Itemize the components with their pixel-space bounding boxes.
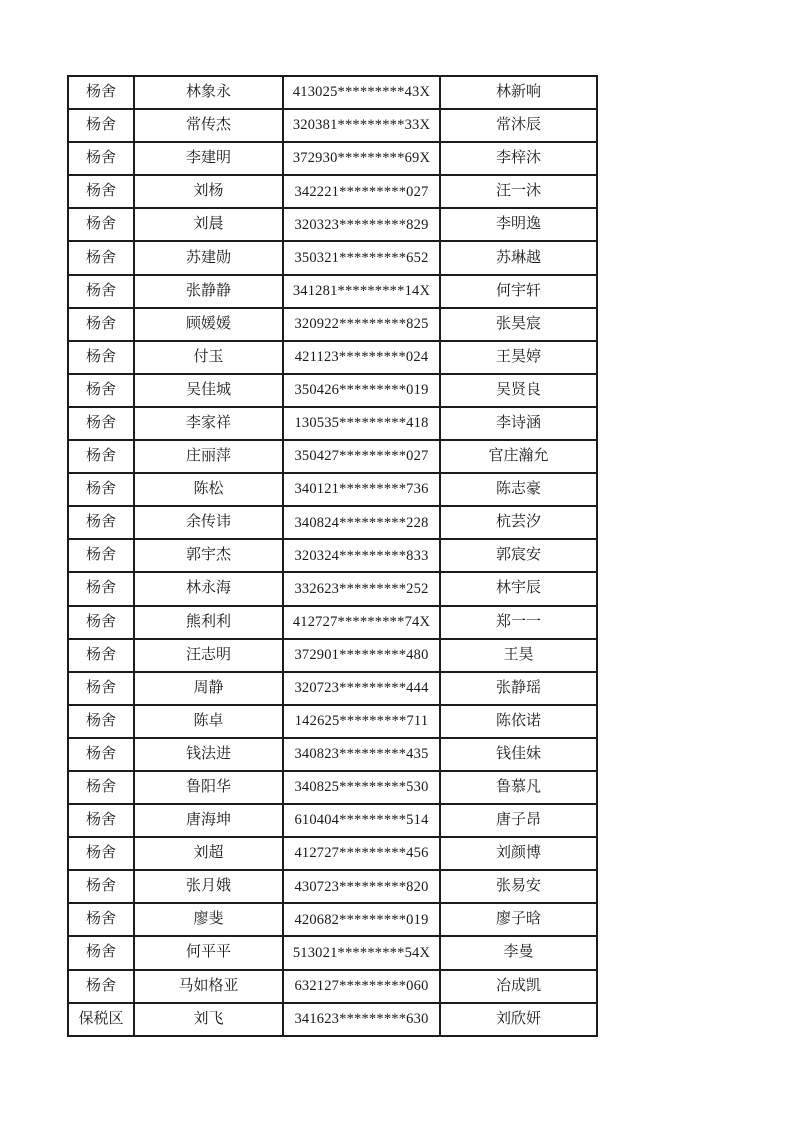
cell-area: 杨舍 (68, 903, 134, 936)
cell-name: 熊利利 (134, 606, 283, 639)
cell-child: 陈志豪 (440, 473, 597, 506)
cell-id: 513021*********54X (283, 936, 440, 969)
cell-area: 杨舍 (68, 771, 134, 804)
cell-name: 鲁阳华 (134, 771, 283, 804)
cell-child: 王昊 (440, 639, 597, 672)
cell-id: 350426*********019 (283, 374, 440, 407)
cell-id: 320324*********833 (283, 539, 440, 572)
cell-id: 341281*********14X (283, 275, 440, 308)
table-row (68, 440, 597, 473)
cell-id: 341623*********630 (283, 1003, 440, 1036)
cell-area: 杨舍 (68, 970, 134, 1003)
cell-area: 杨舍 (68, 374, 134, 407)
cell-child: 苏琳越 (440, 241, 597, 274)
cell-area: 杨舍 (68, 539, 134, 572)
cell-name: 廖斐 (134, 903, 283, 936)
cell-id: 340824*********228 (283, 506, 440, 539)
cell-name: 张静静 (134, 275, 283, 308)
cell-name: 李建明 (134, 142, 283, 175)
roster-table (67, 75, 598, 1037)
cell-child: 李梓沐 (440, 142, 597, 175)
table-row (68, 341, 597, 374)
cell-id: 610404*********514 (283, 804, 440, 837)
table-row (68, 1003, 597, 1036)
table-row (68, 870, 597, 903)
cell-name: 何平平 (134, 936, 283, 969)
cell-child: 张昊宸 (440, 308, 597, 341)
cell-id: 372901*********480 (283, 639, 440, 672)
cell-name: 钱法进 (134, 738, 283, 771)
cell-area: 杨舍 (68, 142, 134, 175)
cell-area: 杨舍 (68, 241, 134, 274)
cell-name: 刘杨 (134, 175, 283, 208)
cell-area: 杨舍 (68, 738, 134, 771)
cell-id: 130535*********418 (283, 407, 440, 440)
cell-child: 汪一沐 (440, 175, 597, 208)
cell-area: 保税区 (68, 1003, 134, 1036)
roster-table-body (68, 76, 597, 1036)
cell-name: 林永海 (134, 572, 283, 605)
cell-name: 周静 (134, 672, 283, 705)
cell-area: 杨舍 (68, 407, 134, 440)
table-row (68, 606, 597, 639)
cell-name: 唐海坤 (134, 804, 283, 837)
cell-child: 郑一一 (440, 606, 597, 639)
cell-id: 412727*********74X (283, 606, 440, 639)
cell-child: 廖子晗 (440, 903, 597, 936)
table-row (68, 705, 597, 738)
cell-child: 杭芸汐 (440, 506, 597, 539)
cell-child: 冶成凯 (440, 970, 597, 1003)
cell-child: 官庄瀚允 (440, 440, 597, 473)
cell-area: 杨舍 (68, 506, 134, 539)
cell-id: 320381*********33X (283, 109, 440, 142)
cell-child: 钱佳妹 (440, 738, 597, 771)
cell-area: 杨舍 (68, 76, 134, 109)
cell-child: 李明逸 (440, 208, 597, 241)
cell-area: 杨舍 (68, 341, 134, 374)
cell-id: 342221*********027 (283, 175, 440, 208)
cell-id: 340121*********736 (283, 473, 440, 506)
table-row (68, 804, 597, 837)
cell-child: 刘颜博 (440, 837, 597, 870)
table-row (68, 639, 597, 672)
table-row (68, 970, 597, 1003)
cell-id: 430723*********820 (283, 870, 440, 903)
cell-name: 陈松 (134, 473, 283, 506)
cell-area: 杨舍 (68, 572, 134, 605)
cell-id: 320323*********829 (283, 208, 440, 241)
cell-id: 413025*********43X (283, 76, 440, 109)
cell-name: 刘晨 (134, 208, 283, 241)
cell-child: 李曼 (440, 936, 597, 969)
table-row (68, 473, 597, 506)
cell-area: 杨舍 (68, 208, 134, 241)
cell-name: 庄丽萍 (134, 440, 283, 473)
cell-area: 杨舍 (68, 440, 134, 473)
cell-id: 332623*********252 (283, 572, 440, 605)
cell-name: 李家祥 (134, 407, 283, 440)
cell-name: 马如格亚 (134, 970, 283, 1003)
cell-area: 杨舍 (68, 639, 134, 672)
cell-id: 320922*********825 (283, 308, 440, 341)
cell-child: 张静瑶 (440, 672, 597, 705)
table-row (68, 407, 597, 440)
cell-id: 350321*********652 (283, 241, 440, 274)
cell-area: 杨舍 (68, 308, 134, 341)
cell-id: 420682*********019 (283, 903, 440, 936)
cell-area: 杨舍 (68, 936, 134, 969)
cell-name: 刘飞 (134, 1003, 283, 1036)
cell-child: 刘欣妍 (440, 1003, 597, 1036)
cell-child: 何宇轩 (440, 275, 597, 308)
cell-area: 杨舍 (68, 837, 134, 870)
table-row (68, 903, 597, 936)
cell-child: 吴贤良 (440, 374, 597, 407)
cell-area: 杨舍 (68, 804, 134, 837)
table-row (68, 738, 597, 771)
cell-area: 杨舍 (68, 109, 134, 142)
cell-child: 李诗涵 (440, 407, 597, 440)
cell-child: 林宇辰 (440, 572, 597, 605)
cell-id: 320723*********444 (283, 672, 440, 705)
cell-name: 张月娥 (134, 870, 283, 903)
cell-name: 顾媛媛 (134, 308, 283, 341)
table-row (68, 506, 597, 539)
table-row (68, 539, 597, 572)
table-row (68, 76, 597, 109)
table-row (68, 936, 597, 969)
table-row (68, 672, 597, 705)
table-row (68, 837, 597, 870)
cell-id: 372930*********69X (283, 142, 440, 175)
cell-name: 付玉 (134, 341, 283, 374)
cell-id: 340823*********435 (283, 738, 440, 771)
table-row (68, 109, 597, 142)
cell-id: 340825*********530 (283, 771, 440, 804)
table-row (68, 374, 597, 407)
table-row (68, 572, 597, 605)
table-row (68, 275, 597, 308)
cell-name: 余传讳 (134, 506, 283, 539)
cell-id: 412727*********456 (283, 837, 440, 870)
cell-child: 常沐辰 (440, 109, 597, 142)
cell-name: 郭宇杰 (134, 539, 283, 572)
cell-name: 刘超 (134, 837, 283, 870)
cell-id: 142625*********711 (283, 705, 440, 738)
cell-area: 杨舍 (68, 870, 134, 903)
cell-child: 林新响 (440, 76, 597, 109)
cell-id: 421123*********024 (283, 341, 440, 374)
cell-area: 杨舍 (68, 473, 134, 506)
cell-name: 汪志明 (134, 639, 283, 672)
cell-name: 苏建勋 (134, 241, 283, 274)
cell-child: 鲁慕凡 (440, 771, 597, 804)
table-row (68, 771, 597, 804)
table-row (68, 142, 597, 175)
cell-name: 常传杰 (134, 109, 283, 142)
cell-area: 杨舍 (68, 705, 134, 738)
cell-id: 350427*********027 (283, 440, 440, 473)
table-row (68, 241, 597, 274)
table-row (68, 175, 597, 208)
cell-area: 杨舍 (68, 275, 134, 308)
cell-child: 陈依诺 (440, 705, 597, 738)
cell-child: 郭宸安 (440, 539, 597, 572)
cell-child: 张易安 (440, 870, 597, 903)
table-row (68, 208, 597, 241)
cell-id: 632127*********060 (283, 970, 440, 1003)
cell-area: 杨舍 (68, 175, 134, 208)
cell-area: 杨舍 (68, 672, 134, 705)
cell-name: 陈卓 (134, 705, 283, 738)
cell-child: 王昊婷 (440, 341, 597, 374)
cell-name: 吴佳城 (134, 374, 283, 407)
cell-name: 林象永 (134, 76, 283, 109)
cell-area: 杨舍 (68, 606, 134, 639)
table-row (68, 308, 597, 341)
cell-child: 唐子昂 (440, 804, 597, 837)
